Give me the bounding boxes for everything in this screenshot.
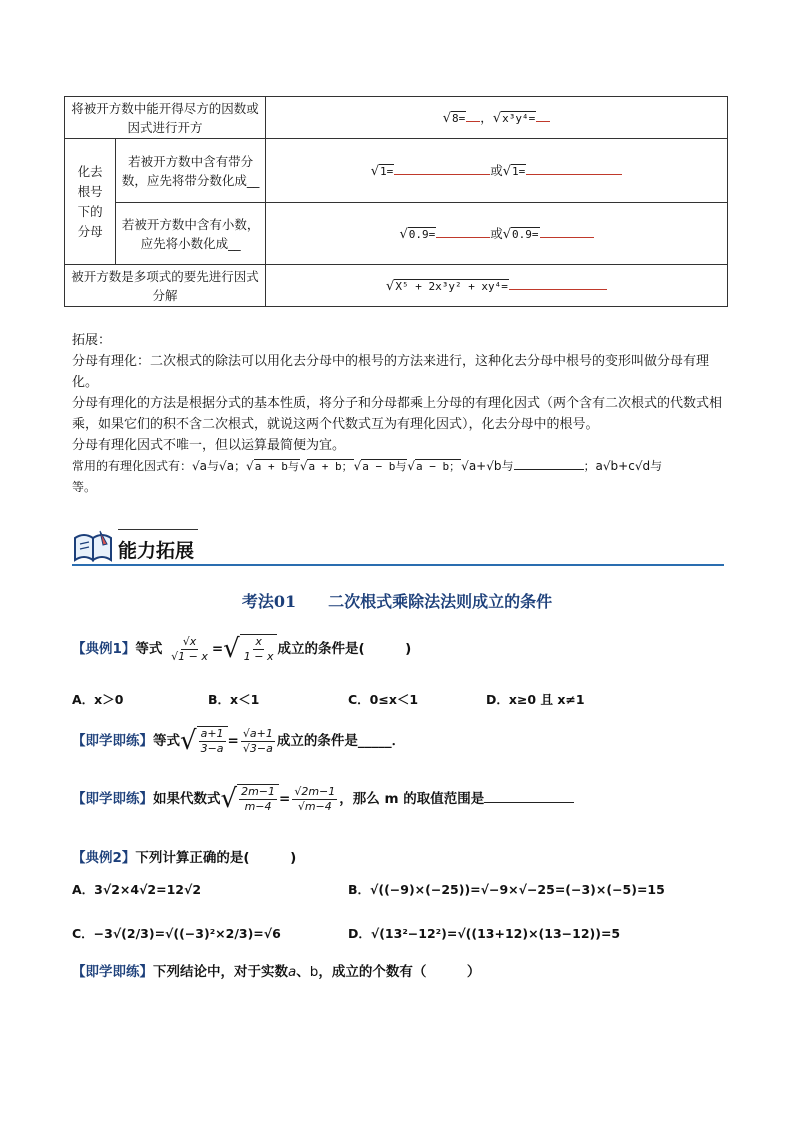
ext-paragraph-4: 常用的有理化因式有：√a与√a；√a + b与√a + b；√a − b与√a − b；√a+√b与 ；a√b+c√d与 等。 bbox=[72, 459, 663, 494]
practice-3-question: 【即学即练】下列结论中，对于实数a、b，成立的个数有（ ） bbox=[72, 964, 481, 980]
table-row bbox=[65, 265, 728, 307]
example-1-question: 【典例1】等式 $\frac{√x}{√1 - x}$ = √ $\frac{x}{1 - x}$ 成立的条件是( ) bbox=[72, 634, 412, 664]
example-2-question: 【典例2】下列计算正确的是( ) bbox=[72, 850, 297, 866]
section-divider bbox=[72, 564, 724, 566]
rule-expression: √1= 或√1= bbox=[266, 139, 728, 203]
answer-blank[interactable]: _____ bbox=[357, 733, 392, 749]
ext-paragraph-1: 分母有理化：二次根式的除法可以用化去分母中的根号的方法来进行，这种化去分母中根号的变形叫做分母有理化。 bbox=[72, 354, 710, 390]
rule-label: 若被开方数中含有小数，应先将小数化成__ bbox=[116, 203, 266, 265]
answer-blank[interactable] bbox=[466, 109, 480, 122]
table-row bbox=[65, 203, 728, 265]
ext-paragraph-3: 分母有理化因式不唯一，但以运算最简便为宜。 bbox=[72, 438, 346, 453]
option-c[interactable]: C．−3√(2/3)=√((−3)²×2/3)=√6 bbox=[72, 926, 281, 941]
option-d[interactable]: D．x≥0 且 x≠1 bbox=[486, 692, 585, 707]
answer-blank[interactable] bbox=[394, 162, 490, 175]
answer-blank[interactable] bbox=[509, 277, 607, 290]
answer-blank[interactable] bbox=[526, 162, 622, 175]
section-title: 能力拓展 bbox=[118, 540, 195, 562]
ext-paragraph-2: 分母有理化的方法是根据分式的基本性质，将分子和分母都乘上分母的有理化因式（两个含有二次根式的代数式相乘，如果它们的积不含二次根式，就说这两个代数式互为有理化因式），化去分母中的根号。 bbox=[72, 396, 723, 432]
table-row bbox=[65, 139, 728, 203]
answer-blank[interactable] bbox=[436, 225, 490, 238]
rule-label: 将被开方数中能开得尽方的因数或因式进行开方 bbox=[65, 97, 266, 139]
answer-blank[interactable] bbox=[514, 457, 584, 470]
rule-expression: √0.9= 或√0.9= bbox=[266, 203, 728, 265]
option-a[interactable]: A．3√2×4√2=12√2 bbox=[72, 882, 202, 897]
option-b[interactable]: B．x＜1 bbox=[208, 692, 260, 707]
option-d[interactable]: D．√(13²−12²)=√((13+12)×(13−12))=5 bbox=[348, 926, 621, 941]
rule-label: 被开方数是多项式的要先进行因式分解 bbox=[65, 265, 266, 307]
rule-expression: √X⁵ + 2x³y² + xy⁴= bbox=[266, 265, 728, 307]
method-title: 考法01 二次根式乘除法法则成立的条件 bbox=[241, 592, 553, 611]
option-a[interactable]: A．x＞0 bbox=[72, 692, 124, 707]
answer-blank[interactable] bbox=[540, 225, 594, 238]
practice-1-question: 【即学即练】等式 √ $\frac{a+1}{3-a}$ = $\frac{√a+1}{√3-a}$ 成立的条件是_____． bbox=[72, 726, 406, 756]
formula-table bbox=[64, 96, 728, 307]
option-b[interactable]: B．√((−9)×(−25))=√−9×√−25=(−3)×(−5)=15 bbox=[348, 882, 665, 897]
group-label: 化去根号下的分母 bbox=[65, 139, 116, 265]
answer-blank[interactable] bbox=[536, 109, 550, 122]
table-row bbox=[65, 97, 728, 139]
section-top-rule bbox=[118, 529, 198, 530]
rule-label: 若被开方数中含有带分数，应先将带分数化成__ bbox=[116, 139, 266, 203]
answer-blank[interactable] bbox=[484, 790, 574, 803]
ext-heading: 拓展： bbox=[72, 333, 112, 348]
practice-2-question: 【即学即练】如果代数式 √ $\frac{2m-1}{m-4}$ = $\frac{√2m-1}{√m-4}$ ，那么 m 的取值范围是 bbox=[72, 784, 574, 814]
book-icon bbox=[72, 528, 114, 564]
rule-expression: √8= ，√x³y⁴= bbox=[266, 97, 728, 139]
option-c[interactable]: C．0≤x＜1 bbox=[348, 692, 419, 707]
